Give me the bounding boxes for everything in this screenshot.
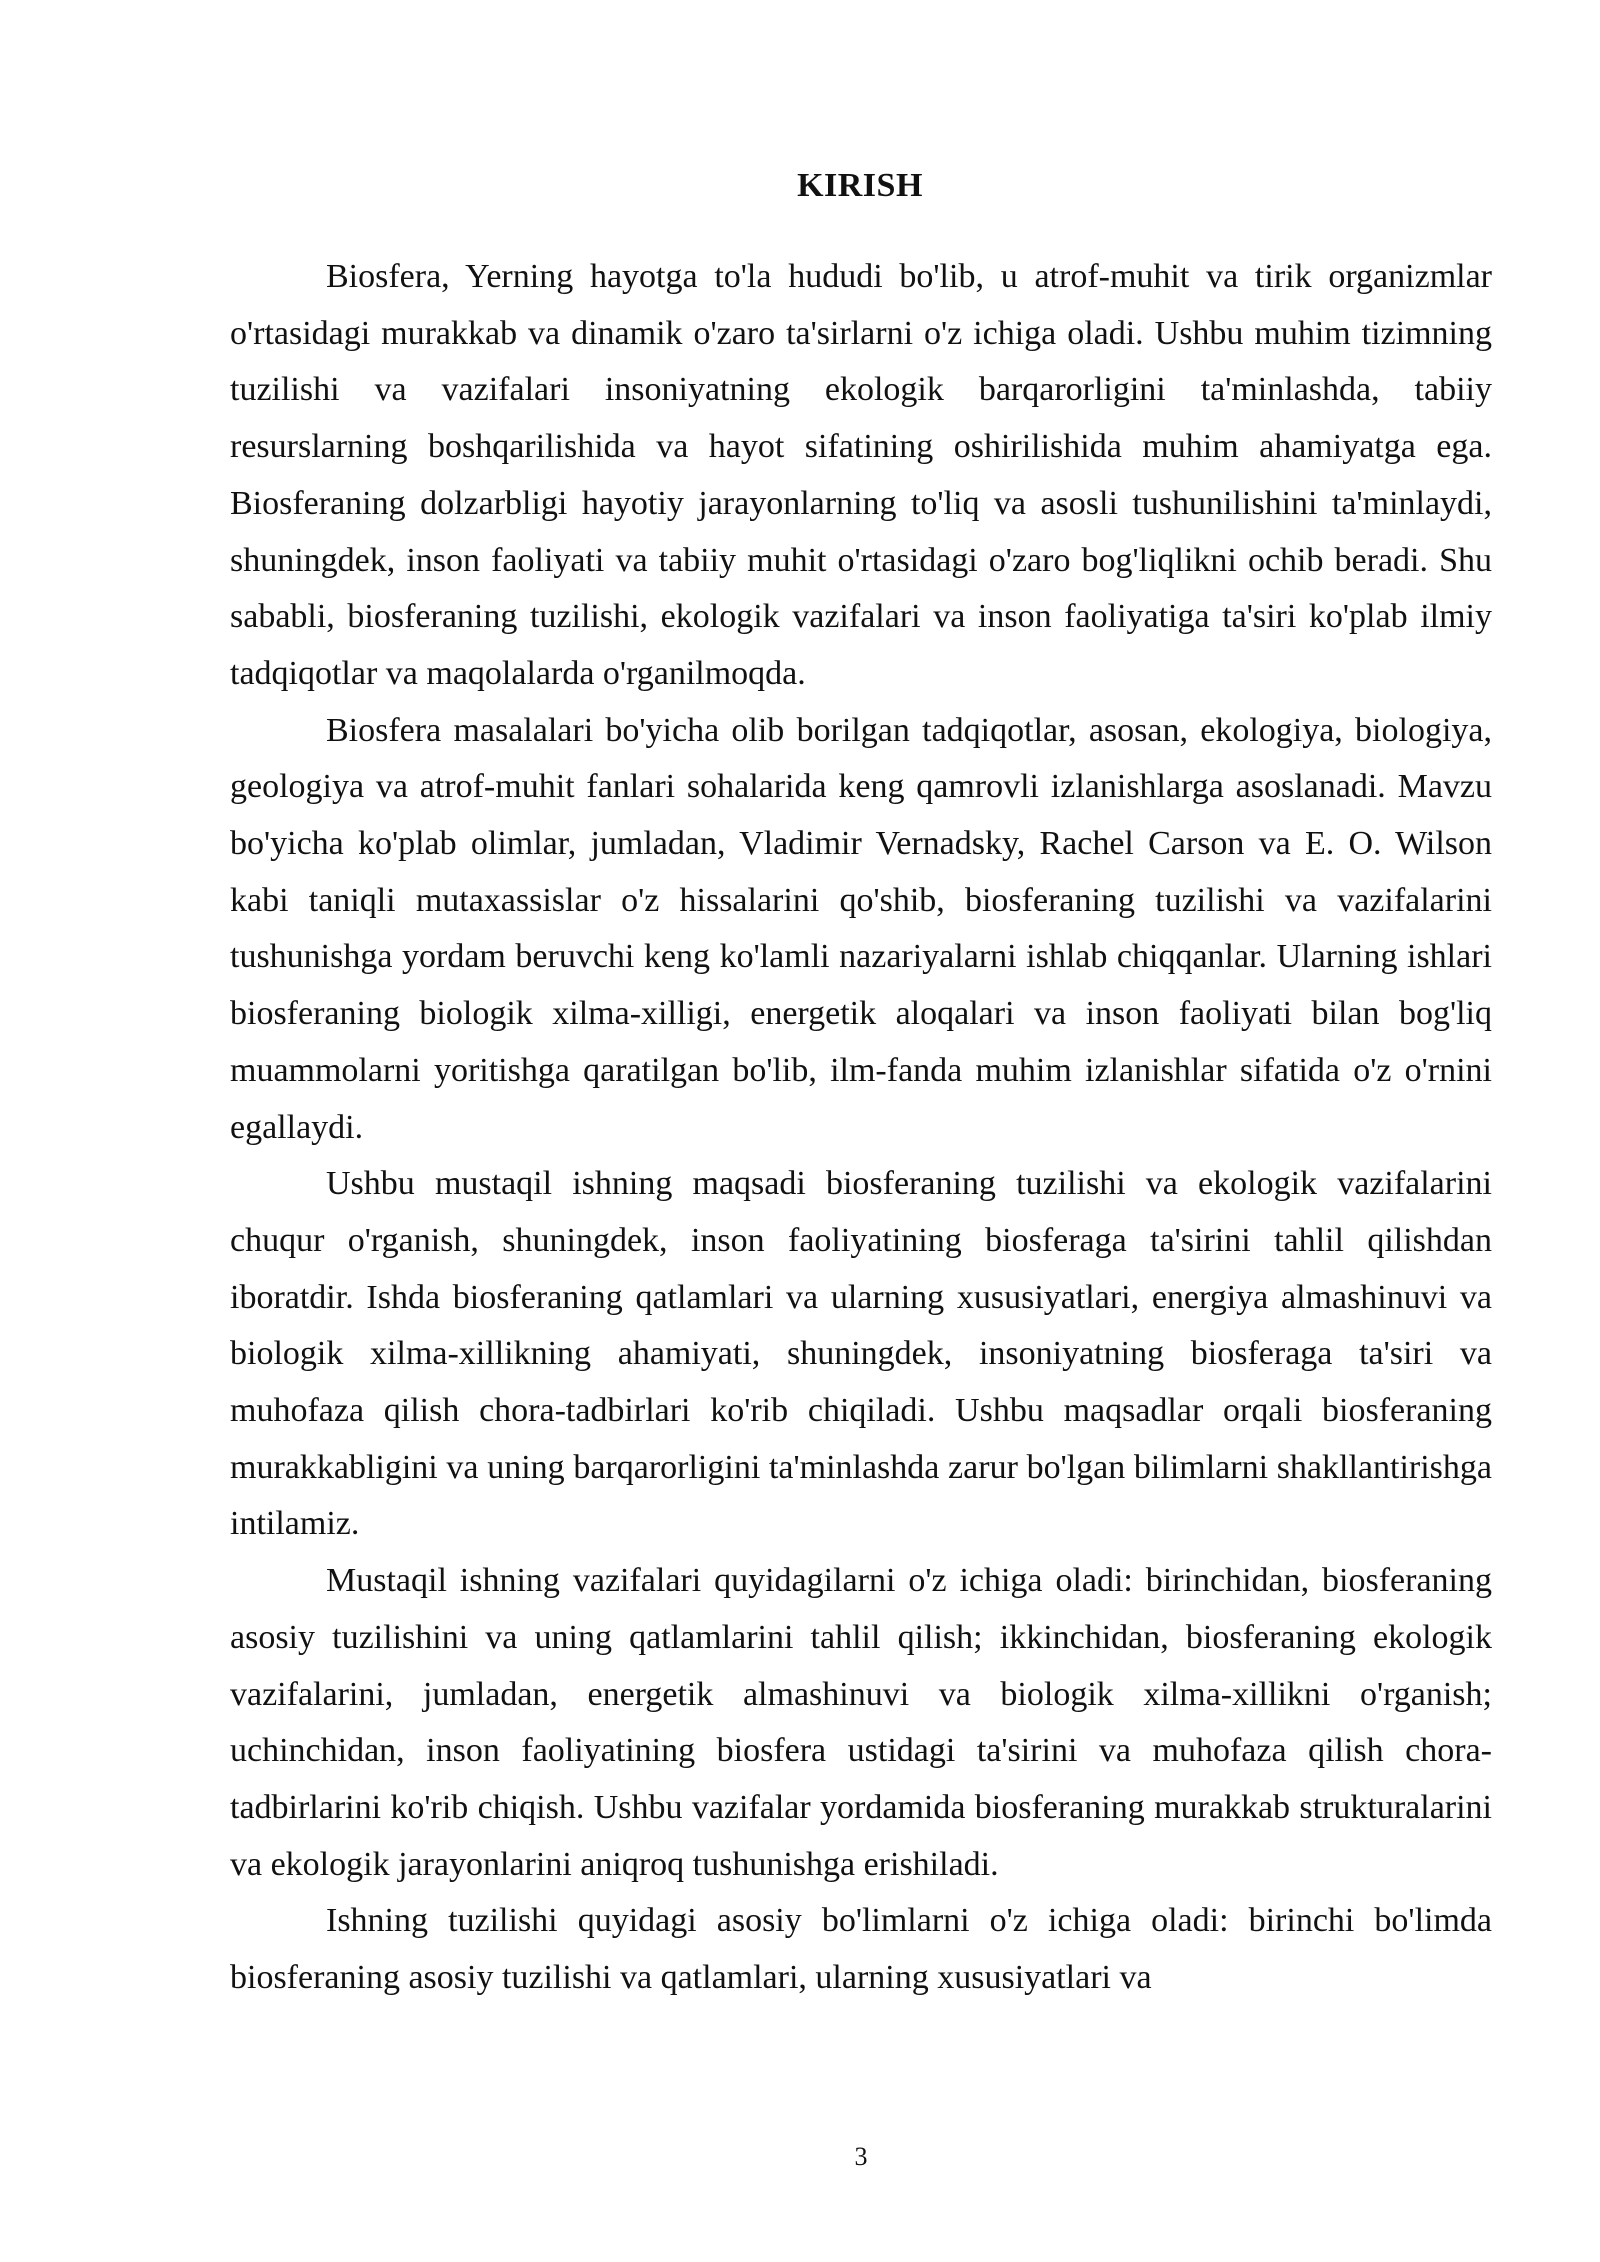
page-number: 3: [854, 2142, 868, 2171]
paragraph-introduction: Biosfera, Yerning hayotga to'la hududi bo'lib, u atrof-muhit va tirik organizmlar o'rtasidagi murakkab va dinamik o'zaro ta'sirlarni o'z ichiga oladi. Ushbu muhim tizimning tuzilishi va vazifalari insoniyatning ekologik barqarorligini ta'minlashda, tabiiy resurslarning boshqarilishida va hayot sifatining oshirilishida muhim ahamiyatga ega. Biosferaning dolzarbligi hayotiy jarayonlarning to'liq va asosli tushunilishini ta'minlaydi, shuningdek, inson faoliyati va tabiiy muhit o'rtasidagi o'zaro bog'liqlikni ochib beradi. Shu sababli, biosferaning tuzilishi, ekologik vazifalari va inson faoliyatiga ta'siri ko'plab ilmiy tadqiqotlar va maqolalarda o'rganilmoqda.: [230, 258, 1492, 692]
paragraph-research-background: Biosfera masalalari bo'yicha olib borilgan tadqiqotlar, asosan, ekologiya, biologiya, geologiya va atrof-muhit fanlari sohalarida keng qamrovli izlanishlarga asoslanadi. Mavzu bo'yicha ko'plab olimlar, jumladan, Vladimir Vernadsky, Rachel Carson va E. O. Wilson kabi taniqli mutaxassislar o'z hissalarini qo'shib, biosferaning tuzilishi va vazifalarini tushunishga yordam beruvchi keng ko'lamli nazariyalarni ishlab chiqqanlar. Ularning ishlari biosferaning biologik xilma-xilligi, energetik aloqalari va inson faoliyati bilan bog'liq muammolarni yoritishga qaratilgan bo'lib, ilm-fanda muhim izlanishlar sifatida o'z o'rnini egallaydi.: [230, 711, 1492, 1146]
paragraph-structure: Ishning tuzilishi quyidagi asosiy bo'limlarni o'z ichiga oladi: birinchi bo'limda biosferaning asosiy tuzilishi va qatlamlari, ularning xususiyatlari va: [230, 1902, 1492, 1997]
page-title: KIRISH: [797, 167, 923, 204]
paragraph-tasks: Mustaqil ishning vazifalari quyidagilarni o'z ichiga oladi: birinchidan, biosferaning asosiy tuzilishini va uning qatlamlarini tahlil qilish; ikkinchidan, biosferaning ekologik vazifalarini, jumladan, energetik almashinuvi va biologik xilma-xillikni o'rganish; uchinchidan, inson faoliyatining biosfera ustidagi ta'sirini va muhofaza qilish chora-tadbirlarini ko'rib chiqish. Ushbu vazifalar yordamida biosferaning murakkab strukturalarini va ekologik jarayonlarini aniqroq tushunishga erishiladi.: [230, 1562, 1492, 1883]
body-text: [230, 249, 1492, 2007]
paragraph-objective: Ushbu mustaqil ishning maqsadi biosferaning tuzilishi va ekologik vazifalarini chuqur o'rganish, shuningdek, inson faoliyatining biosferaga ta'sirini tahlil qilishdan iboratdir. Ishda biosferaning qatlamlari va ularning xususiyatlari, energiya almashinuvi va biologik xilma-xillikning ahamiyati, shuningdek, insoniyatning biosferaga ta'siri va muhofaza qilish chora-tadbirlari ko'rib chiqiladi. Ushbu maqsadlar orqali biosferaning murakkabligini va uning barqarorligini ta'minlashda zarur bo'lgan bilimlarni shakllantirishga intilamiz.: [230, 1165, 1492, 1543]
